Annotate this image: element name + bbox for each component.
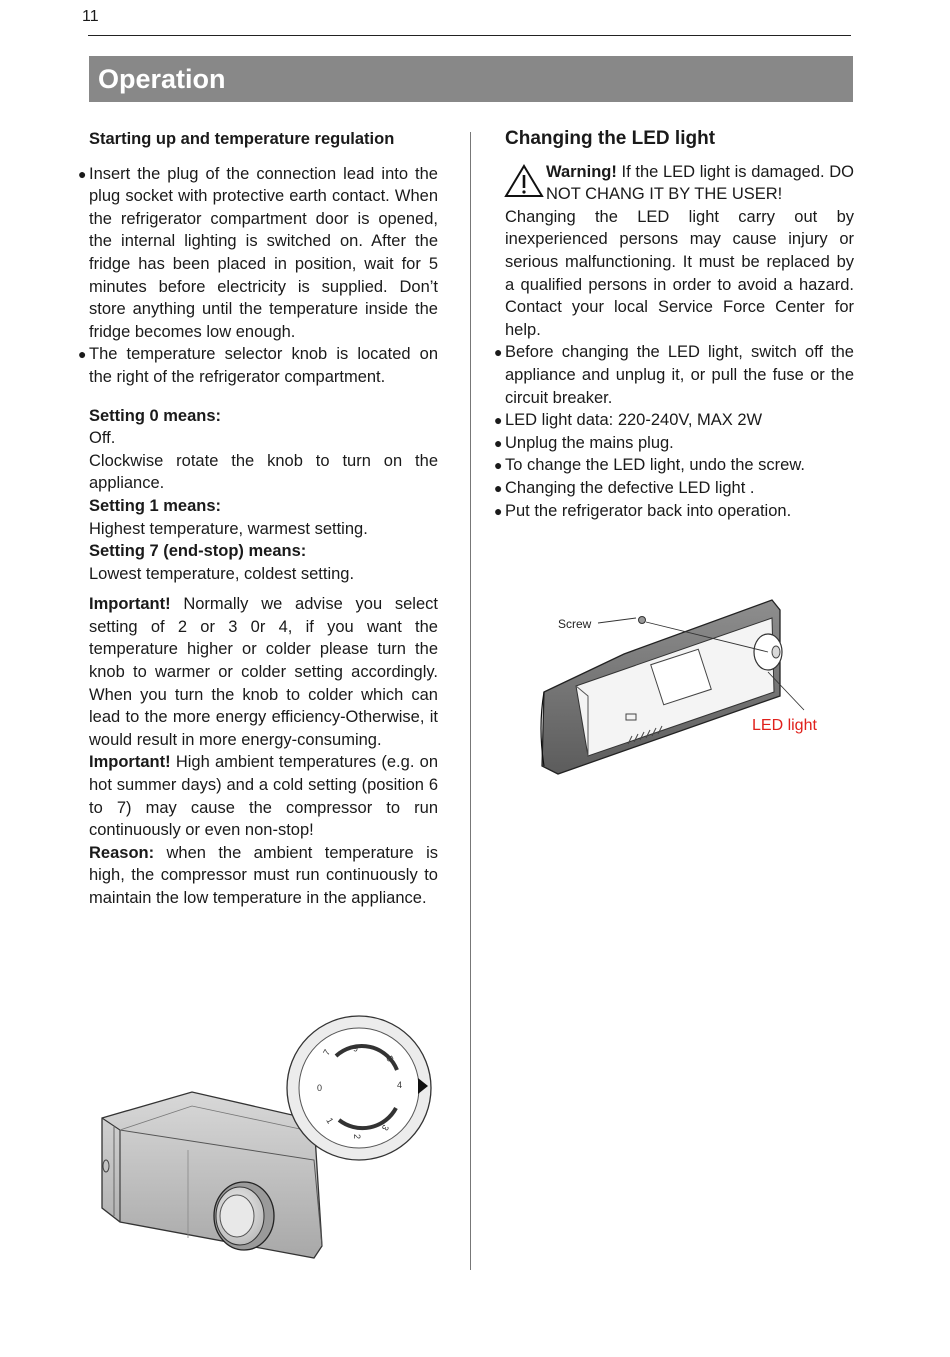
knob-housing — [102, 1092, 322, 1258]
header-rule — [88, 35, 851, 36]
section-banner: Operation — [89, 56, 853, 102]
knob-dial-enlargement — [287, 1016, 431, 1160]
screw-label: Screw — [558, 617, 592, 631]
bullet-dot-icon: ● — [78, 346, 87, 363]
bullet-change-led: ● Changing the defective LED light . — [494, 477, 854, 500]
temperature-knob-figure — [96, 1008, 441, 1270]
warning-block: Warning! If the LED light is damaged. DO NOT CHANG IT BY THE USER! — [494, 161, 854, 206]
screw-icon — [639, 617, 646, 624]
led-light-figure — [536, 596, 836, 786]
bullet-dot-icon: ● — [494, 412, 503, 429]
left-heading: Starting up and temperature regulation — [89, 130, 395, 148]
right-column — [494, 128, 854, 522]
bullet-insert-plug: ● Insert the plug of the connection lead into the plug socket with protective earth contact. When the refrigerator compartment door is opened, the internal lighting is switched on. After the fridge has been placed in position, wait for 5 minutes before electricity is supplied. Don’t store anything until the temperature inside the fridge becomes low enough. — [78, 164, 438, 341]
important-note-1: Important! Normally we advise you select setting of 2 or 3 0r 4, if you want the temperature higher or colder please turn the knob to warmer or colder setting accordingly. When you turn the knob to colder which can lead to the more energy efficiency-Otherwise, it would result in more energy-consuming. — [89, 595, 438, 749]
bullet-unplug: ● Unplug the mains plug. — [494, 432, 854, 455]
bullet-back-into-operation: ● Put the refrigerator back into operation. — [494, 500, 854, 523]
bullet-dot-icon: ● — [494, 479, 503, 496]
bullet-dot-icon: ● — [494, 434, 503, 451]
setting-1-line: Highest temperature, warmest setting. — [89, 519, 368, 538]
bullet-dot-icon: ● — [494, 457, 503, 474]
dial-label: 3 — [379, 1123, 391, 1133]
bullet-dot-icon: ● — [78, 165, 87, 182]
led-label: LED light — [752, 717, 817, 734]
page-number: 11 — [82, 8, 99, 25]
bullet-dot-icon: ● — [494, 344, 503, 361]
led-replacement-paragraph: Changing the LED light carry out by inexperienced persons may cause injury or serious malfunctioning. It must be replaced by a qualified persons in order to avoid a hazard. Contact your local Service Force Center for help. — [505, 207, 854, 339]
setting-7-line: Lowest temperature, coldest setting. — [89, 564, 355, 583]
setting-0-title: Setting 0 means: — [89, 406, 222, 425]
setting-0-line1: Off. — [89, 429, 116, 448]
setting-1-title: Setting 1 means: — [89, 496, 222, 515]
left-column — [78, 128, 438, 910]
knob-body — [214, 1182, 274, 1250]
right-heading: Changing the LED light — [505, 128, 716, 149]
column-divider — [470, 132, 471, 1270]
dial-label: 0 — [317, 1083, 323, 1093]
setting-7-title: Setting 7 (end-stop) means: — [89, 542, 307, 561]
dial-label: 2 — [352, 1134, 362, 1140]
reason-note: Reason: when the ambient temperature is high, the compressor must run continuously to maintain the low temperature in the appliance. — [89, 843, 438, 907]
bullet-dot-icon: ● — [494, 502, 503, 519]
setting-0-line2: Clockwise rotate the knob to turn on the appliance. — [89, 451, 438, 493]
dial-label: 4 — [397, 1080, 403, 1090]
dial-label: 6 — [352, 1043, 358, 1053]
bullet-switch-off: ● Before changing the LED light, switch off the appliance and unplug it, or pull the fuse or the circuit breaker. — [494, 343, 854, 407]
dial-label: 1 — [324, 1116, 336, 1126]
dial-label: 7 — [321, 1047, 333, 1057]
important-note-2: Important! High ambient temperatures (e.g. on hot summer days) and a cold setting (position 6 to 7) may cause the compressor to run continuously or even non-stop! — [89, 753, 438, 840]
bullet-undo-screw: ● To change the LED light, undo the screw. — [494, 454, 854, 477]
bullet-knob-location: ● The temperature selector knob is located on the right of the refrigerator compartment. — [78, 345, 438, 386]
dial-label: 5 — [384, 1054, 396, 1064]
warning-triangle-icon — [504, 163, 544, 199]
bullet-led-data: ● LED light data: 220-240V, MAX 2W — [494, 409, 854, 432]
